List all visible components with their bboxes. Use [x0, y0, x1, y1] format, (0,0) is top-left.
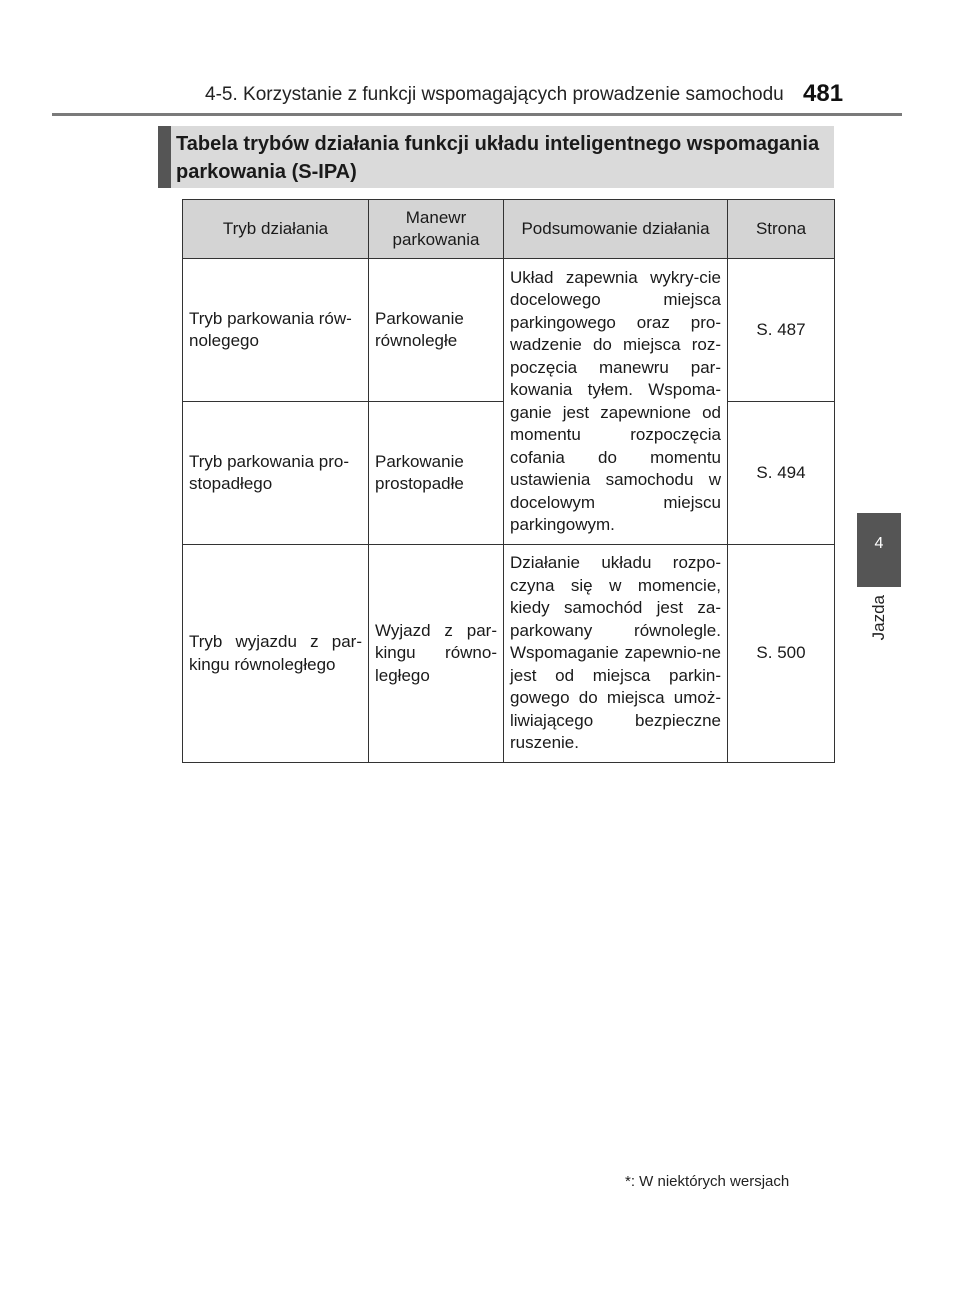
column-header-mode: Tryb działania: [183, 200, 369, 259]
mode-cell: Tryb wyjazdu z par-kingu równoległego: [183, 545, 369, 763]
mode-cell: Tryb parkowania rów-nolegego: [183, 259, 369, 402]
table-header-row: [183, 200, 835, 259]
header-title: 4-5. Korzystanie z funkcji wspomagających prowadzenie samochodu: [205, 84, 784, 105]
chapter-tab[interactable]: [857, 513, 901, 587]
mode-cell: Tryb parkowania pro-stopadłego: [183, 402, 369, 545]
page-ref-cell: S. 494: [728, 402, 835, 545]
page-number: 481: [803, 80, 844, 107]
column-header-summary: Podsumowanie działania: [504, 200, 728, 259]
chapter-number: 4: [874, 535, 884, 552]
section-heading-box: [158, 126, 834, 188]
column-header-maneuver: Manewr parkowania: [369, 200, 504, 259]
summary-cell: Układ zapewnia wykry-cie docelowego miejsca parkingowego oraz pro-wadzenie do miejsca roz-poczęcia manewru par-kowania tyłem. Wspoma-ganie jest zapewnione od momentu rozpoczęcia cofania do momentu ustawienia samochodu w docelowym miejscu parkingowym.: [504, 259, 728, 545]
page-ref-cell: S. 487: [728, 259, 835, 402]
section-title: Tabela trybów działania funkcji układu inteligentnego wspomagania parkowania (S-IPA): [176, 133, 820, 183]
maneuver-cell: Wyjazd z par-kingu równo-ległego: [369, 545, 504, 763]
maneuver-cell: Parkowanie równoległe: [369, 259, 504, 402]
summary-cell: Działanie układu rozpo-czyna się w momencie, kiedy samochód jest za-parkowany równolegle. Wspomaganie zapewnio-ne jest od miejsca parkin-gowego do miejsca umoż-liwiającego bezpieczne ruszenie.: [504, 545, 728, 763]
footnote-text: : W niektórych wersjach: [630, 1173, 790, 1190]
header-divider: [52, 113, 902, 116]
footnote-mark: *: [625, 1173, 631, 1190]
modes-table: [182, 199, 835, 763]
chapter-label-container: [859, 595, 899, 655]
footnote: [625, 1173, 789, 1190]
page-ref-cell: S. 500: [728, 545, 835, 763]
table-row: [183, 545, 835, 763]
maneuver-cell: Parkowanie prostopadłe: [369, 402, 504, 545]
column-header-page: Strona: [728, 200, 835, 259]
table-row: [183, 259, 835, 402]
chapter-label: Jazda: [869, 595, 888, 641]
